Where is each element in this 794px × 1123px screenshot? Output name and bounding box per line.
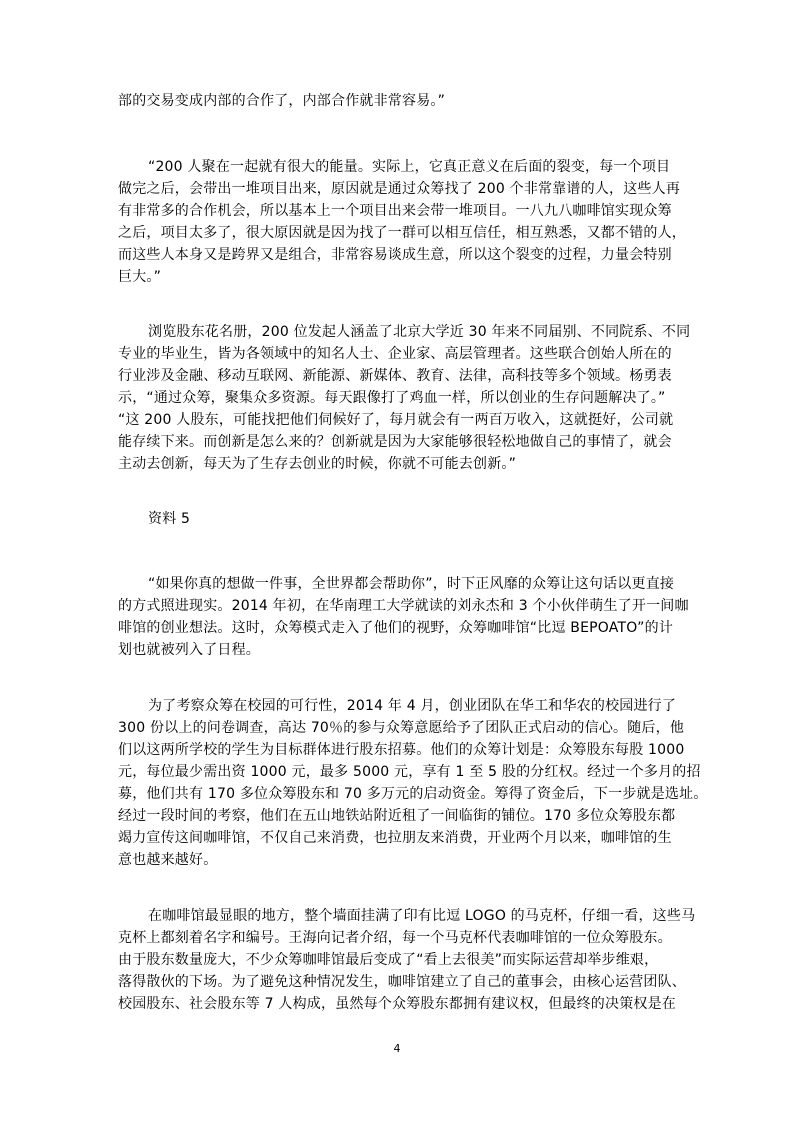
paragraph-4 — [118, 573, 689, 661]
text-line: 为了考察众筹在校园的可行性，2014 年 4 月，创业团队在华工和华农的校园进行了 — [148, 698, 677, 714]
text-line: “这 200 人股东，可能找把他们伺候好了，每月就会有一两百万收入，这就挺好，公司就 — [118, 412, 674, 428]
section-heading — [118, 508, 678, 530]
text-line: 竭力宣传这间咖啡馆，不仅自己来消费，也拉朋友来消费，开业两个月以来，咖啡馆的生 — [118, 830, 672, 846]
paragraph-2 — [118, 156, 686, 288]
text-line: 300 份以上的问卷调查，高达 70％的参与众筹意愿给予了团队正式启动的信心。随后，他 — [118, 720, 685, 736]
text-line: “200 人聚在一起就有很大的能量。实际上，它真正意义在后面的裂变，每一个项目 — [148, 159, 671, 175]
text-line: 能存续下来。而创新是怎么来的？创新就是因为大家能够很轻松地做自己的事情了，就会 — [118, 434, 672, 450]
paragraph-5 — [118, 695, 708, 871]
text-line: 募，他们共有 170 多位众筹股东和 70 多万元的启动资金。筹得了资金后，下一步就是选址。 — [118, 786, 708, 802]
text-line: 而这些人本身又是跨界又是组合，非常容易谈成生意，所以这个裂变的过程，力量会特别 — [118, 247, 672, 263]
paragraph-1 — [118, 90, 678, 112]
text-line: 的方式照进现实。2014 年初，在华南理工大学就读的刘永杰和 3 个小伙伴萌生了开一间咖 — [118, 598, 689, 614]
text-line: “如果你真的想做一件事，全世界都会帮助你”，时下正风靡的众筹让这句话以更直接 — [148, 576, 675, 592]
text-line: 意也越来越好。 — [118, 852, 218, 868]
text-line: 主动去创新，每天为了生存去创业的时候，你就不可能去创新。” — [118, 456, 517, 472]
paragraph-3 — [118, 321, 691, 475]
text-line: 示，“通过众筹，聚集众多资源。每天跟像打了鸡血一样，所以创业的生存问题解决了。” — [118, 390, 666, 406]
text-line: 做完之后，会带出一堆项目出来，原因就是通过众筹找了 200 个非常靠谱的人，这些人再 — [118, 181, 681, 197]
text-line: 元，每位最少需出资 1000 元，最多 5000 元，享有 1 至 5 股的分红权。经过一个多月的招 — [118, 764, 701, 780]
text-line: 之后，项目太多了，很大原因就是因为找了一群可以相互信任，相互熟悉，又都不错的人， — [118, 225, 686, 241]
text-line: 浏览股东花名册，200 位发起人涵盖了北京大学近 30 年来不同届别、不同院系、不同 — [148, 324, 691, 340]
text-line: 落得散伙的下场。为了避免这种情况发生，咖啡馆建立了自己的董事会，由核心运营团队、 — [118, 974, 686, 990]
text-line: 资料 5 — [148, 511, 191, 527]
text-line: 专业的毕业生，皆为各领域中的知名人士、企业家、高层管理者。这些联合创始人所在的 — [118, 346, 672, 362]
text-line: 们以这两所学校的学生为目标群体进行股东招募。他们的众筹计划是：众筹股东每股 1000 — [118, 742, 685, 758]
text-line: 有非常多的合作机会，所以基本上一个项目出来会带一堆项目。一八九八咖啡馆实现众筹 — [118, 203, 672, 219]
text-line: 啡馆的创业想法。这时，众筹模式走入了他们的视野，众筹咖啡馆“比逗 BEPOATO”的计 — [118, 620, 674, 636]
page-number: 4 — [393, 1042, 401, 1055]
text-line: 部的交易变成内部的合作了，内部合作就非常容易。” — [118, 93, 446, 109]
text-line: 由于股东数量庞大，不少众筹咖啡馆最后变成了“看上去很美”而实际运营却举步维艰， — [118, 952, 659, 968]
text-line: 克杯上都刻着名字和编号。王海向记者介绍，每一个马克杯代表咖啡馆的一位众筹股东。 — [118, 930, 672, 946]
text-line: 在咖啡馆最显眼的地方，整个墙面挂满了印有比逗 LOGO 的马克杯，仔细一看，这些马 — [148, 908, 696, 924]
text-line: 行业涉及金融、移动互联网、新能源、新媒体、教育、法律，高科技等多个领域。杨勇表 — [118, 368, 672, 384]
text-line: 划也就被列入了日程。 — [118, 642, 260, 658]
paragraph-6 — [118, 905, 696, 1015]
text-line: 巨大。” — [118, 269, 162, 285]
text-line: 校园股东、社会股东等 7 人构成，虽然每个众筹股东都拥有建议权，但最终的决策权是在 — [118, 996, 677, 1012]
text-line: 经过一段时间的考察，他们在五山地铁站附近租了一间临街的铺位。170 多位众筹股东都 — [118, 808, 676, 824]
